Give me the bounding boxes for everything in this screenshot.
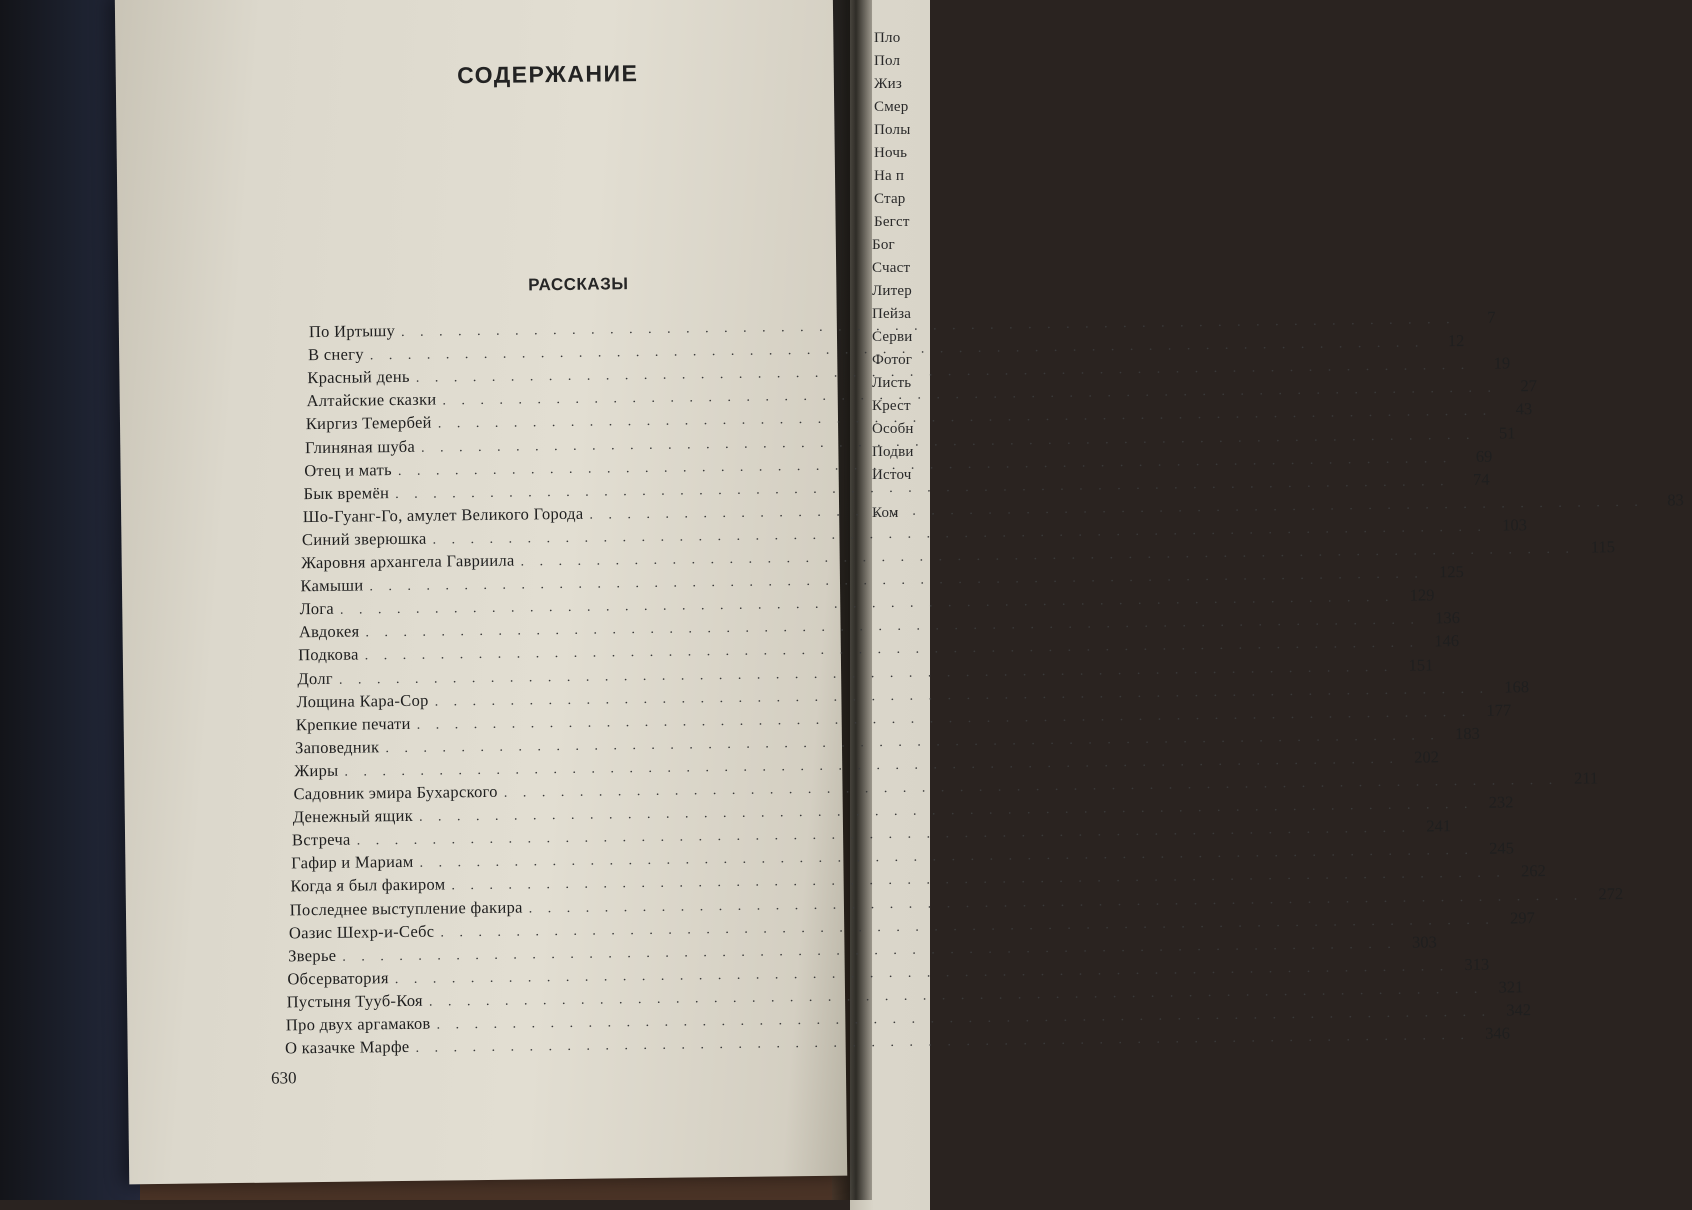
toc-entry-title: Пустыня Тууб-Коя [286,990,424,1012]
facing-page-fragment: Литер [872,283,912,299]
toc-entry-page: 136 [1435,608,1460,628]
facing-page-fragment: Фотог [872,352,913,368]
toc-entry-title: Гафир и Мариам [291,852,414,873]
facing-page-fragment: Пол [874,53,901,69]
facing-page-fragment: Крест [872,398,911,414]
toc-entry-page: 183 [1454,723,1480,743]
toc-entry-title: Зверье [288,945,337,966]
toc-entry-page: 83 [1667,490,1684,510]
toc-entry-title: Оазис Шехр-и-Себс [288,921,435,942]
toc-entry-page: 211 [1573,768,1599,788]
toc-entry-title: Бык времён [303,482,390,503]
facing-page-fragment: Серви [872,329,913,345]
facing-page-fragment: Источ [872,467,912,483]
toc-entry-title: Крепкие печати [295,713,411,734]
toc-entry-title: В снегу [307,344,364,365]
toc-entry-page: 51 [1498,422,1516,443]
toc-entry-title: Последнее выступление факира [289,897,523,919]
toc-entry-title: Камыши [300,575,364,596]
toc-entry-page: 69 [1475,446,1493,466]
toc-entry-page: 168 [1504,676,1530,697]
toc-entry-page: 342 [1506,1000,1532,1020]
toc-entry-title: Садовник эмира Бухарского [293,781,498,804]
facing-page-fragment: Бегст [874,214,910,230]
facing-page-fragment: Ночь [874,145,908,161]
toc-entry-page: 125 [1438,562,1464,582]
facing-page-fragment: Подви [872,444,914,460]
toc-entry-title: Заповедник [294,737,380,758]
toc-entry-title: По Иртышу [308,321,396,342]
toc-entry-page: 12 [1447,331,1465,351]
facing-page-fragment: Жиз [874,76,902,92]
facing-page-fragment: Листь [872,375,912,391]
toc-entry-page: 19 [1493,353,1511,373]
section-title: РАССКАЗЫ [528,274,629,295]
toc-entry-title: Про двух аргамаков [285,1013,431,1035]
toc-entry-title: Лощина Кара-Сор [296,690,429,711]
toc-entry-page: 103 [1502,515,1528,535]
toc-entry-page: 346 [1485,1023,1511,1043]
toc-entry-title: Лога [299,598,335,619]
page-number: 630 [270,1068,297,1088]
facing-page-fragment: Пло [874,30,901,46]
toc-entry-title: Когда я был факиром [290,874,446,896]
toc-entry-page: 241 [1426,816,1452,836]
toc-entry-title: Глиняная шуба [304,436,416,457]
facing-page-fragment: Счаст [872,260,911,276]
toc-entry-title: Денежный ящик [292,805,414,827]
toc-entry-title: Обсерватория [287,967,389,989]
toc-entry-title: Шо-Гуанг-Го, амулет Великого Города [302,503,584,526]
toc-entry-page: 262 [1520,861,1546,881]
toc-entry-title: Авдокея [298,621,360,642]
toc-entry-page: 232 [1488,792,1514,812]
facing-page-fragment: Полы [874,122,911,138]
toc-entry-title: Алтайские сказки [306,389,437,411]
toc-entry-page: 303 [1411,932,1437,952]
toc-entry-page: 151 [1408,654,1434,675]
toc-entry-title: Синий зверюшка [301,528,427,550]
toc-entry-page: 272 [1598,883,1624,903]
page-title: СОДЕРЖАНИЕ [456,60,639,89]
facing-page-fragment: Ком [872,505,899,521]
toc-entry-page: 177 [1486,700,1512,720]
toc-entry-title: Жаровня архангела Гавриила [301,550,515,573]
toc-entry-page: 43 [1515,399,1533,419]
toc-entry-page: 146 [1434,631,1460,651]
facing-page-fragment: Особн [872,421,914,437]
facing-page-fragment: Стар [874,191,906,207]
toc-entry-page: 129 [1409,585,1435,605]
toc-entry-title: Красный день [307,367,410,388]
toc-entry-title: Отец и мать [304,459,393,480]
toc-entry-page: 245 [1489,838,1515,858]
toc-entry-page: 313 [1464,954,1490,974]
toc-entry-page: 321 [1498,977,1524,997]
facing-page-fragment: На п [874,168,905,184]
toc-entry-page: 115 [1590,537,1616,557]
toc-entry-page: 297 [1509,907,1535,928]
toc-entry-page: 202 [1414,747,1439,767]
facing-page-fragment: Бог [872,237,895,253]
toc-entry-title: Подкова [298,644,359,665]
toc-entry-title: Долг [297,668,333,688]
toc-entry-title: О казачке Марфе [284,1037,410,1058]
toc-entry-title: Киргиз Темербей [305,412,432,434]
toc-entry-page: 74 [1472,469,1490,489]
toc-entry-title: Жиры [294,760,339,781]
toc-entry-title: Встреча [291,829,351,850]
toc-entry-page: 27 [1520,376,1538,396]
toc-entry-page: 7 [1487,307,1496,327]
facing-page-fragment: Пейза [872,306,912,322]
facing-page-fragment: Смер [874,99,909,115]
